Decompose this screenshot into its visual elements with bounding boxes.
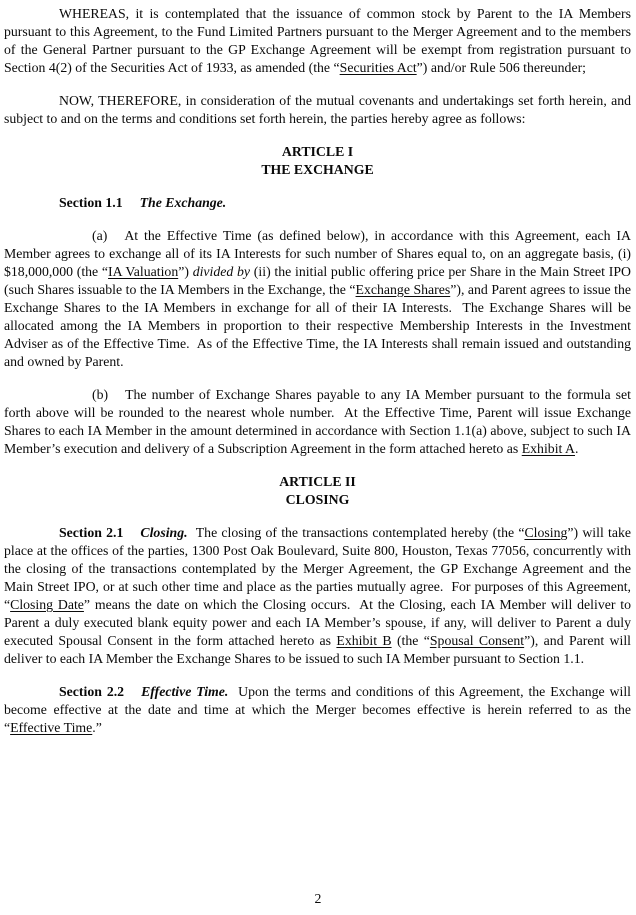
- article-2-number: ARTICLE II: [279, 474, 356, 489]
- article-1-heading: [4, 143, 631, 179]
- para-2-1-text-1: The closing of the transactions contemplated hereby (the “: [187, 525, 525, 540]
- paragraph-now-therefore: [4, 92, 635, 128]
- whereas-text-1: WHEREAS, it is contemplated that the issuance of common stock by Parent to the IA Members pursuant to this Agreement, to the Fund Limited Partners pursuant to the Merger Agreement and to the members of the General Partner pursuant to the GP Exchange Agreement will be exempt from registration pursuant to Section 4(2) of the Securities Act of 1933, as amended (the “: [4, 6, 635, 75]
- paragraph-whereas: [4, 5, 635, 77]
- term-exchange-shares: Exchange Shares: [355, 282, 451, 297]
- paragraph-1-1-b: [4, 386, 635, 458]
- paragraph-2-1: [4, 524, 635, 668]
- para-a-number: (a): [92, 228, 108, 243]
- phrase-divided-by: divided by: [192, 264, 251, 279]
- page-number: 2: [314, 891, 322, 906]
- paragraph-1-1-a: [4, 227, 635, 371]
- term-closing: Closing: [524, 525, 568, 540]
- section-1-1-heading: [4, 194, 631, 212]
- term-spousal-consent: Spousal Consent: [429, 633, 525, 648]
- article-1-title: THE EXCHANGE: [261, 162, 374, 177]
- term-ia-valuation: IA Valuation: [108, 264, 179, 279]
- para-b-number: (b): [92, 387, 109, 402]
- article-1-number: ARTICLE I: [281, 144, 354, 159]
- para-a-text-3: (ii) the initial public offering price per Share in the Main Street IPO (such Shares issuable to the IA Members in the Exchange, the “: [4, 264, 635, 297]
- now-therefore-text: NOW, THEREFORE, in consideration of the mutual covenants and undertakings set forth herein, and subject to and on the terms and conditions set forth herein, the parties hereby agree as follows:: [4, 93, 635, 126]
- article-2-title: CLOSING: [285, 492, 350, 507]
- term-effective-time: Effective Time: [10, 720, 93, 735]
- term-exhibit-b: Exhibit B: [336, 633, 392, 648]
- term-closing-date: Closing Date: [10, 597, 84, 612]
- para-a-text-2: ”): [178, 264, 193, 279]
- para-b-text-1: The number of Exchange Shares payable to any IA Member pursuant to the formula set forth above will be rounded to the nearest whole number. At the Effective Time, Parent will issue Exchange Shares to each IA Member in the amount determined in accordance with Section 1.1(a) above, subject to such IA Member’s execution and delivery of a Subscription Agreement in the form attached hereto as: [4, 387, 635, 456]
- para-2-1-text-4: (the “: [391, 633, 430, 648]
- para-2-2-text-2: .”: [92, 720, 102, 735]
- para-2-2-text-1: Upon the terms and conditions of this Agreement, the Exchange will become effective at the date and time at which the Merger becomes effective is herein referred to as the “: [4, 684, 635, 735]
- section-2-2-label: Section 2.2: [59, 684, 125, 699]
- section-2-1-title: Closing.: [140, 525, 188, 540]
- paragraph-2-2: [4, 683, 635, 737]
- section-1-1-label: Section 1.1: [59, 195, 123, 210]
- para-a-text-4: ”), and Parent agrees to issue the Exchange Shares to the IA Members in exchange for all of their IA Interests. The Exchange Shares will be allocated among the IA Members in proportion to their respective Membership Interests in the Investment Adviser as of the Effective Time. As of the Effective Time, the IA Interests shall remain issued and outstanding and owned by Parent.: [4, 282, 635, 369]
- whereas-text-2: ”) and/or Rule 506 thereunder;: [416, 60, 586, 75]
- para-b-text-2: .: [575, 441, 579, 456]
- para-a-text-1: At the Effective Time (as defined below), in accordance with this Agreement, each IA Member agrees to exchange all of its IA Interests for such number of Shares equal to, on an aggregate basis, (i) $18,000,000 (the “: [4, 228, 635, 279]
- term-exhibit-a: Exhibit A: [521, 441, 576, 456]
- article-2-heading: [4, 473, 631, 509]
- section-2-2-title: Effective Time.: [141, 684, 229, 699]
- section-1-1-title: The Exchange.: [139, 195, 227, 210]
- term-securities-act: Securities Act: [339, 60, 417, 75]
- para-2-1-text-2: ”) will take place at the offices of the parties, 1300 Post Oak Boulevard, Suite 800, Houston, Texas 77056, concurrently with the closing of the transactions contemplated by the Merger Agreement, the GP Exchange Agreement and the Main Street IPO, or at such other time and place as the parties mutually agree. For purposes of this Agreement, “: [4, 525, 635, 612]
- para-2-1-text-5: ”), and Parent will deliver to each IA Member the Exchange Shares to be issued to such IA Member pursuant to Section 1.1.: [4, 633, 635, 666]
- para-2-1-text-3: ” means the date on which the Closing occurs. At the Closing, each IA Member will deliver to Parent a duly executed blank equity power and each IA Member’s spouse, if any, will deliver to Parent a duly executed Spousal Consent in the form attached hereto as: [4, 597, 635, 648]
- section-2-1-label: Section 2.1: [59, 525, 124, 540]
